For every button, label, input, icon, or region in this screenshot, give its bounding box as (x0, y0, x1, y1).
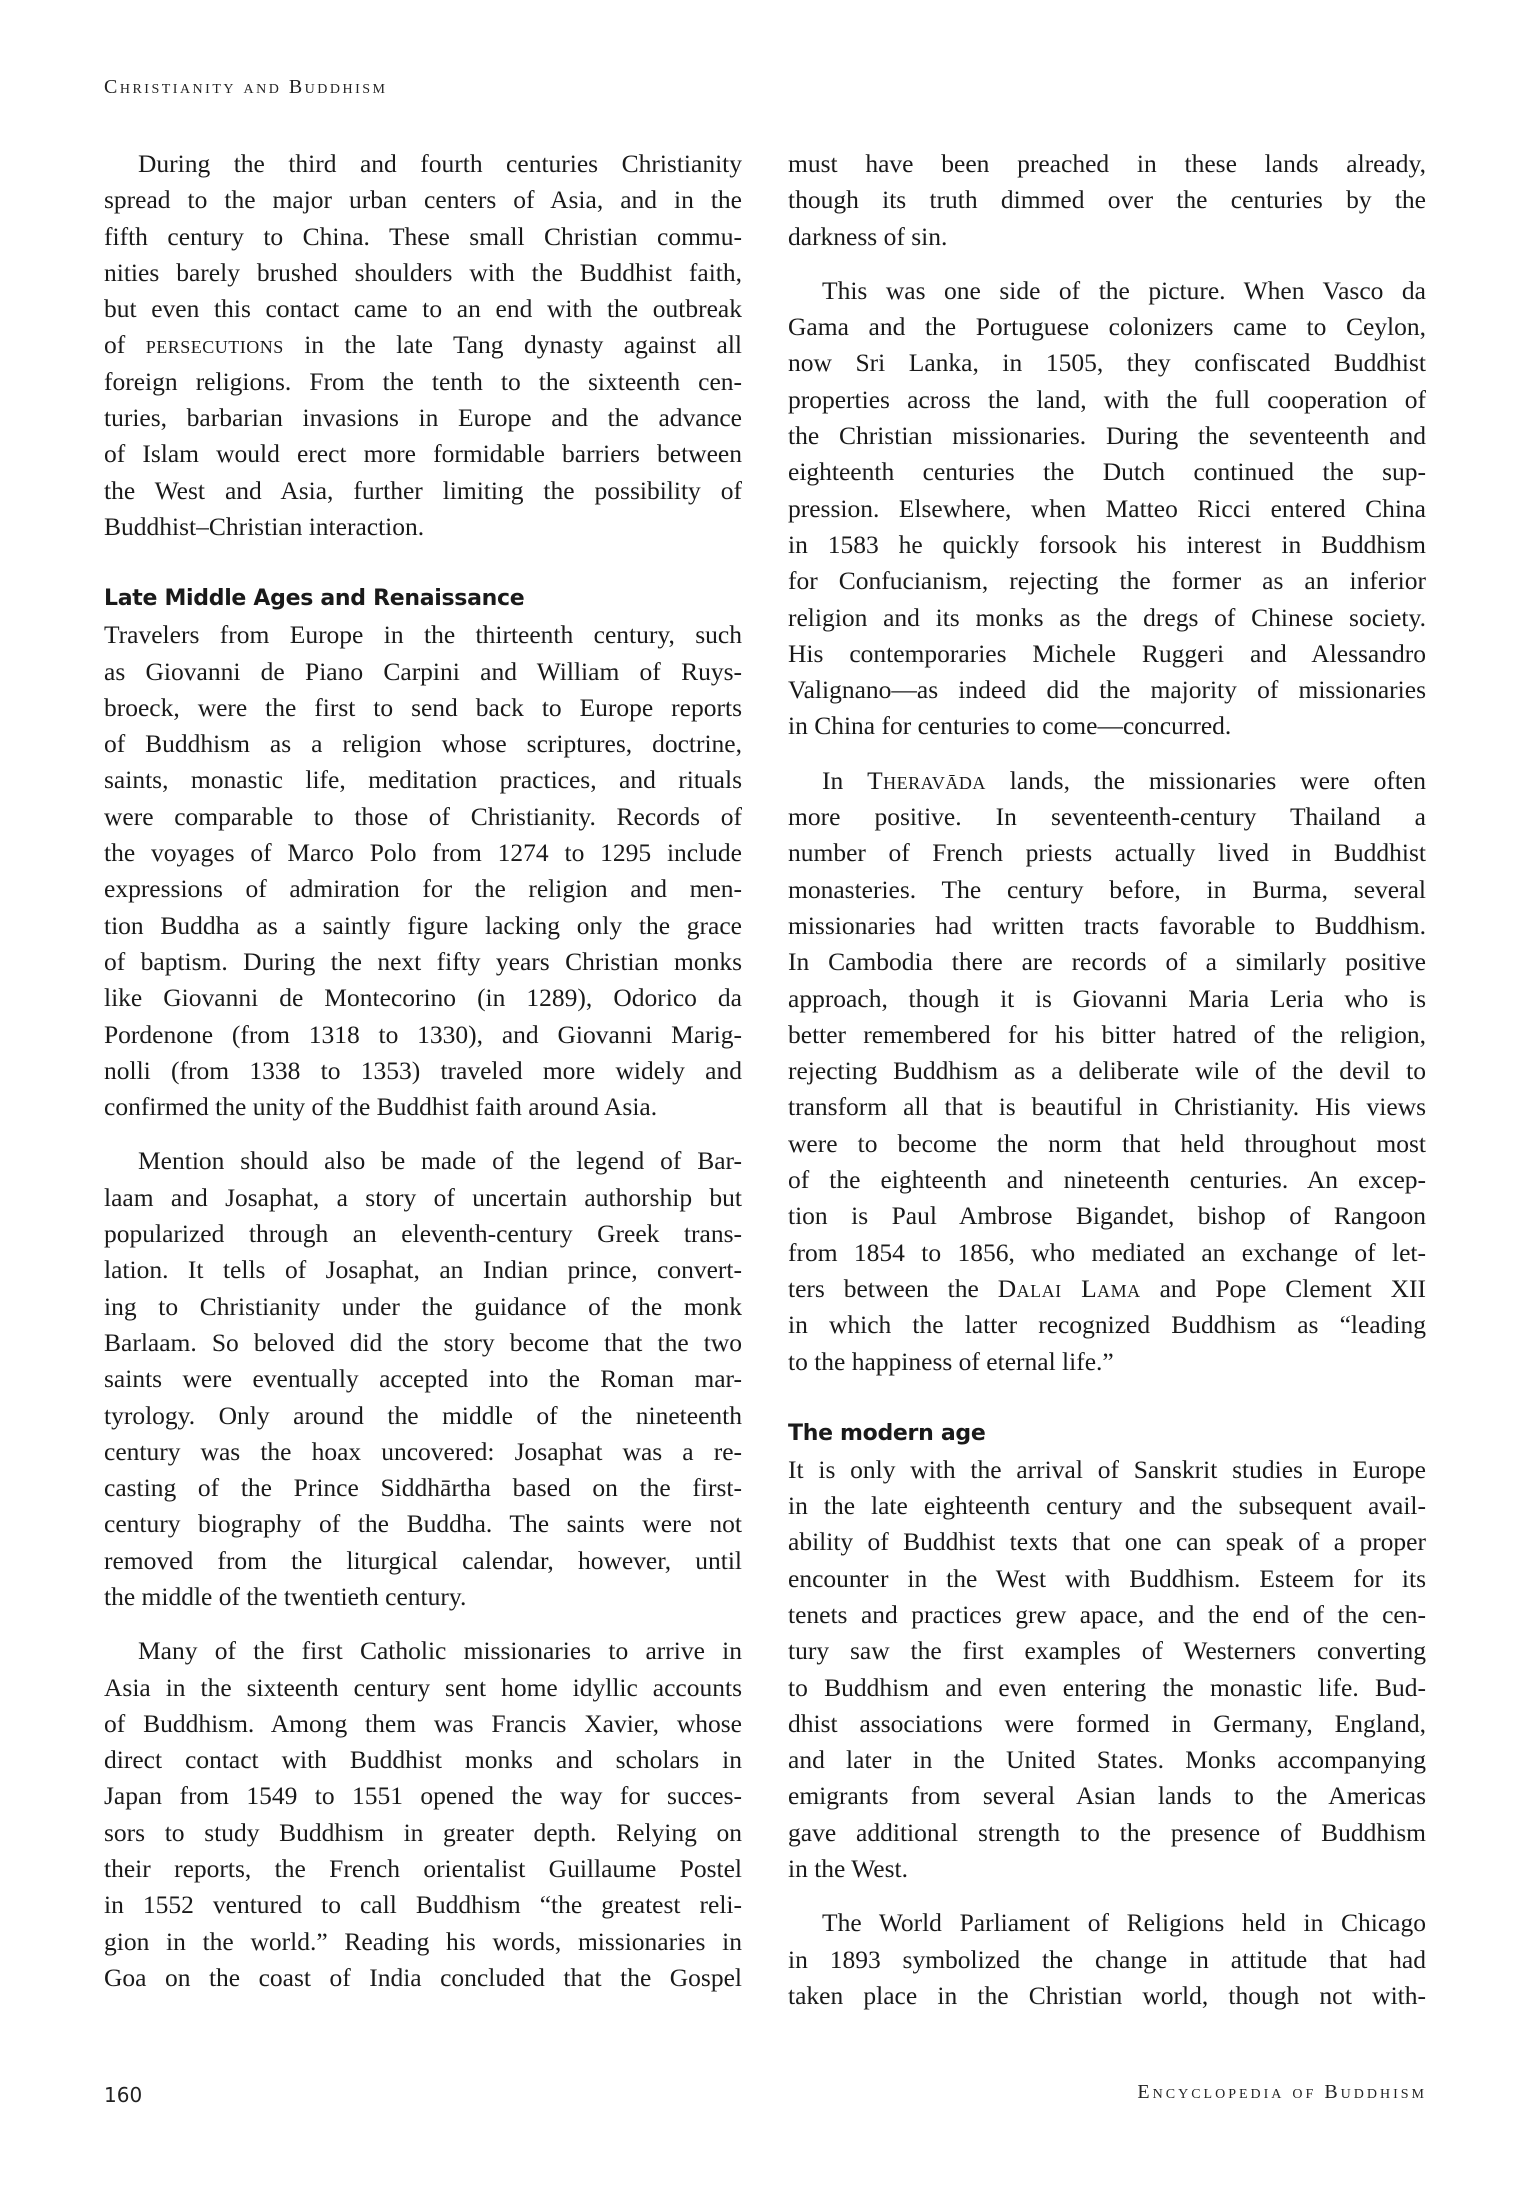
text-line: tion Buddha as a saintly figure lacking only the grace (104, 910, 742, 940)
text-line: the West and Asia, further limiting the possibility of (104, 475, 742, 505)
left-column (104, 146, 742, 1996)
text-line: to the happiness of eternal life.” (788, 1346, 1114, 1376)
text-line: nities barely brushed shoulders with the Buddhist faith, (104, 257, 742, 287)
text-line: were to become the norm that held throughout most (788, 1128, 1426, 1158)
text-line: in 1583 he quickly forsook his interest in Buddhism (788, 529, 1426, 559)
text-line: dhist associations were formed in Germany, England, (788, 1708, 1426, 1738)
page-number: 160 (104, 2083, 143, 2107)
paragraph (104, 146, 742, 545)
running-head: Christianity and Buddhism (104, 76, 388, 98)
text-line: to Buddhism and even entering the monastic life. Bud- (788, 1672, 1426, 1702)
cross-reference: persecutions (145, 330, 284, 360)
text-line: Pordenone (from 1318 to 1330), and Giovanni Marig- (104, 1019, 742, 1049)
text-line: lation. It tells of Josaphat, an Indian prince, convert- (104, 1255, 742, 1285)
text-line: better remembered for his bitter hatred of the religion, (788, 1019, 1426, 1049)
text-line: century biography of the Buddha. The saints were not (104, 1509, 742, 1539)
text-line: number of French priests actually lived in Buddhist (788, 838, 1426, 868)
text-line: ability of Buddhist texts that one can speak of a proper (788, 1527, 1426, 1557)
text-line: of the eighteenth and nineteenth centuries. An excep- (788, 1165, 1426, 1195)
text-line: broeck, were the first to send back to Europe reports (104, 692, 742, 722)
paragraph (788, 273, 1426, 745)
text-line: encounter in the West with Buddhism. Esteem for its (788, 1563, 1426, 1593)
text-line: of Buddhism as a religion whose scriptures, doctrine, (104, 729, 742, 759)
paragraph (104, 1633, 742, 1996)
text-line: eighteenth centuries the Dutch continued the sup- (788, 457, 1426, 487)
text-line: This was one side of the picture. When Vasco da (822, 275, 1426, 305)
text-line: for Confucianism, rejecting the former as an inferior (788, 566, 1426, 596)
text-line: and later in the United States. Monks accompanying (788, 1745, 1426, 1775)
text-line: Asia in the sixteenth century sent home idyllic accounts (104, 1672, 742, 1702)
text-line: of baptism. During the next fifty years Christian monks (104, 946, 742, 976)
paragraph (788, 1452, 1426, 1888)
text-line: in the late eighteenth century and the subsequent avail- (788, 1491, 1426, 1521)
right-column (788, 146, 1426, 2014)
text-line: spread to the major urban centers of Asia, and in the (104, 185, 742, 215)
paragraph (104, 1143, 742, 1615)
text-line: tion is Paul Ambrose Bigandet, bishop of Rangoon (788, 1201, 1426, 1231)
text-line: in 1552 ventured to call Buddhism “the greatest reli- (104, 1890, 742, 1920)
text-line: missionaries had written tracts favorable to Buddhism. (788, 910, 1426, 940)
text-line: tyrology. Only around the middle of the nineteenth (104, 1400, 742, 1430)
text-line: Goa on the coast of India concluded that the Gospel (104, 1962, 742, 1992)
text-line: gave additional strength to the presence of Buddhism (788, 1817, 1426, 1847)
text-line: laam and Josaphat, a story of uncertain authorship but (104, 1182, 742, 1212)
text-line: The World Parliament of Religions held in Chicago (822, 1908, 1426, 1938)
text-line: though its truth dimmed over the centuries by the (788, 185, 1426, 215)
text-line: nolli (from 1338 to 1353) traveled more widely and (104, 1055, 742, 1085)
text-line: It is only with the arrival of Sanskrit studies in Europe (788, 1454, 1426, 1484)
text-line: were comparable to those of Christianity. Records of (104, 801, 742, 831)
text-line: of persecutions in the late Tang dynasty against all (104, 330, 742, 360)
text-line: more positive. In seventeenth-century Thailand a (788, 802, 1426, 832)
text-line: Gama and the Portuguese colonizers came to Ceylon, (788, 312, 1426, 342)
text-line: pression. Elsewhere, when Matteo Ricci entered China (788, 493, 1426, 523)
text-line: direct contact with Buddhist monks and scholars in (104, 1745, 742, 1775)
paragraph (788, 1905, 1426, 2014)
text-line: their reports, the French orientalist Guillaume Postel (104, 1854, 742, 1884)
paragraph (788, 146, 1426, 255)
text-line: transform all that is beautiful in Christianity. His views (788, 1092, 1426, 1122)
text-line: darkness of sin. (788, 221, 948, 251)
text-line: monasteries. The century before, in Burma, several (788, 874, 1426, 904)
section-heading: Late Middle Ages and Renaissance (104, 586, 525, 612)
text-line: gion in the world.” Reading his words, missionaries in (104, 1926, 742, 1956)
text-line: Many of the first Catholic missionaries to arrive in (138, 1636, 742, 1666)
text-line: tenets and practices grew apace, and the end of the cen- (788, 1599, 1426, 1629)
text-line: saints, monastic life, meditation practices, and rituals (104, 765, 742, 795)
text-line: sors to study Buddhism in greater depth. Relying on (104, 1817, 742, 1847)
text-line: emigrants from several Asian lands to the Americas (788, 1781, 1426, 1811)
section-heading: The modern age (788, 1420, 986, 1446)
text-line: saints were eventually accepted into the Roman mar- (104, 1364, 742, 1394)
text-line: popularized through an eleventh-century Greek trans- (104, 1219, 742, 1249)
text-line: in 1893 symbolized the change in attitude that had (788, 1944, 1426, 1974)
text-line: tury saw the first examples of Westerners converting (788, 1636, 1426, 1666)
text-line: in which the latter recognized Buddhism as “leading (788, 1310, 1426, 1340)
text-line: like Giovanni de Montecorino (in 1289), Odorico da (104, 983, 742, 1013)
text-line: Barlaam. So beloved did the story become that the two (104, 1327, 742, 1357)
text-line: expressions of admiration for the religion and men- (104, 874, 742, 904)
text-line: properties across the land, with the full cooperation of (788, 384, 1426, 414)
text-line: Japan from 1549 to 1551 opened the way for succes- (104, 1781, 742, 1811)
text-line: removed from the liturgical calendar, however, until (104, 1545, 742, 1575)
text-line: Travelers from Europe in the thirteenth century, such (104, 620, 742, 650)
text-line: but even this contact came to an end with the outbreak (104, 294, 742, 324)
text-line: as Giovanni de Piano Carpini and William of Ruys- (104, 656, 742, 686)
text-line: the voyages of Marco Polo from 1274 to 1295 include (104, 838, 742, 868)
text-line: the middle of the twentieth century. (104, 1581, 467, 1611)
cross-reference: Dalai Lama (997, 1273, 1141, 1303)
text-line: During the third and fourth centuries Christianity (138, 149, 742, 178)
text-line: must have been preached in these lands already, (788, 149, 1426, 178)
text-line: now Sri Lanka, in 1505, they confiscated Buddhist (788, 348, 1426, 378)
text-line: religion and its monks as the dregs of Chinese society. (788, 602, 1426, 632)
text-line: taken place in the Christian world, though not with- (788, 1980, 1426, 2010)
book-title: Encyclopedia of Buddhism (1137, 2081, 1427, 2103)
text-line: Buddhist–Christian interaction. (104, 511, 425, 541)
text-line: His contemporaries Michele Ruggeri and Alessandro (788, 638, 1426, 668)
text-line: rejecting Buddhism as a deliberate wile of the devil to (788, 1056, 1426, 1086)
text-line: of Islam would erect more formidable barriers between (104, 439, 742, 469)
text-line: in the West. (788, 1854, 909, 1884)
text-line: In Cambodia there are records of a similarly positive (788, 947, 1426, 977)
text-line: from 1854 to 1856, who mediated an exchange of let- (788, 1237, 1426, 1267)
text-line: confirmed the unity of the Buddhist faith around Asia. (104, 1092, 658, 1122)
text-line: fifth century to China. These small Christian commu- (104, 221, 742, 251)
text-line: turies, barbarian invasions in Europe and the advance (104, 403, 742, 433)
text-line: of Buddhism. Among them was Francis Xavier, whose (104, 1708, 742, 1738)
text-line: in China for centuries to come—concurred. (788, 711, 1232, 741)
paragraph (788, 763, 1426, 1380)
text-line: century was the hoax uncovered: Josaphat was a re- (104, 1436, 742, 1466)
cross-reference: Theravāda (867, 765, 986, 795)
text-line: approach, though it is Giovanni Maria Leria who is (788, 983, 1426, 1013)
text-line: Mention should also be made of the legend of Bar- (138, 1146, 742, 1176)
text-line: Valignano—as indeed did the majority of missionaries (788, 675, 1426, 705)
text-line: casting of the Prince Siddhārtha based on the first- (104, 1473, 742, 1503)
text-line: In Theravāda lands, the missionaries were often (822, 765, 1426, 795)
text-line: ters between the Dalai Lama and Pope Clement XII (788, 1273, 1426, 1303)
text-line: ing to Christianity under the guidance of the monk (104, 1291, 742, 1321)
paragraph (104, 617, 742, 1125)
text-line: the Christian missionaries. During the seventeenth and (788, 421, 1426, 451)
text-line: foreign religions. From the tenth to the sixteenth cen- (104, 366, 742, 396)
